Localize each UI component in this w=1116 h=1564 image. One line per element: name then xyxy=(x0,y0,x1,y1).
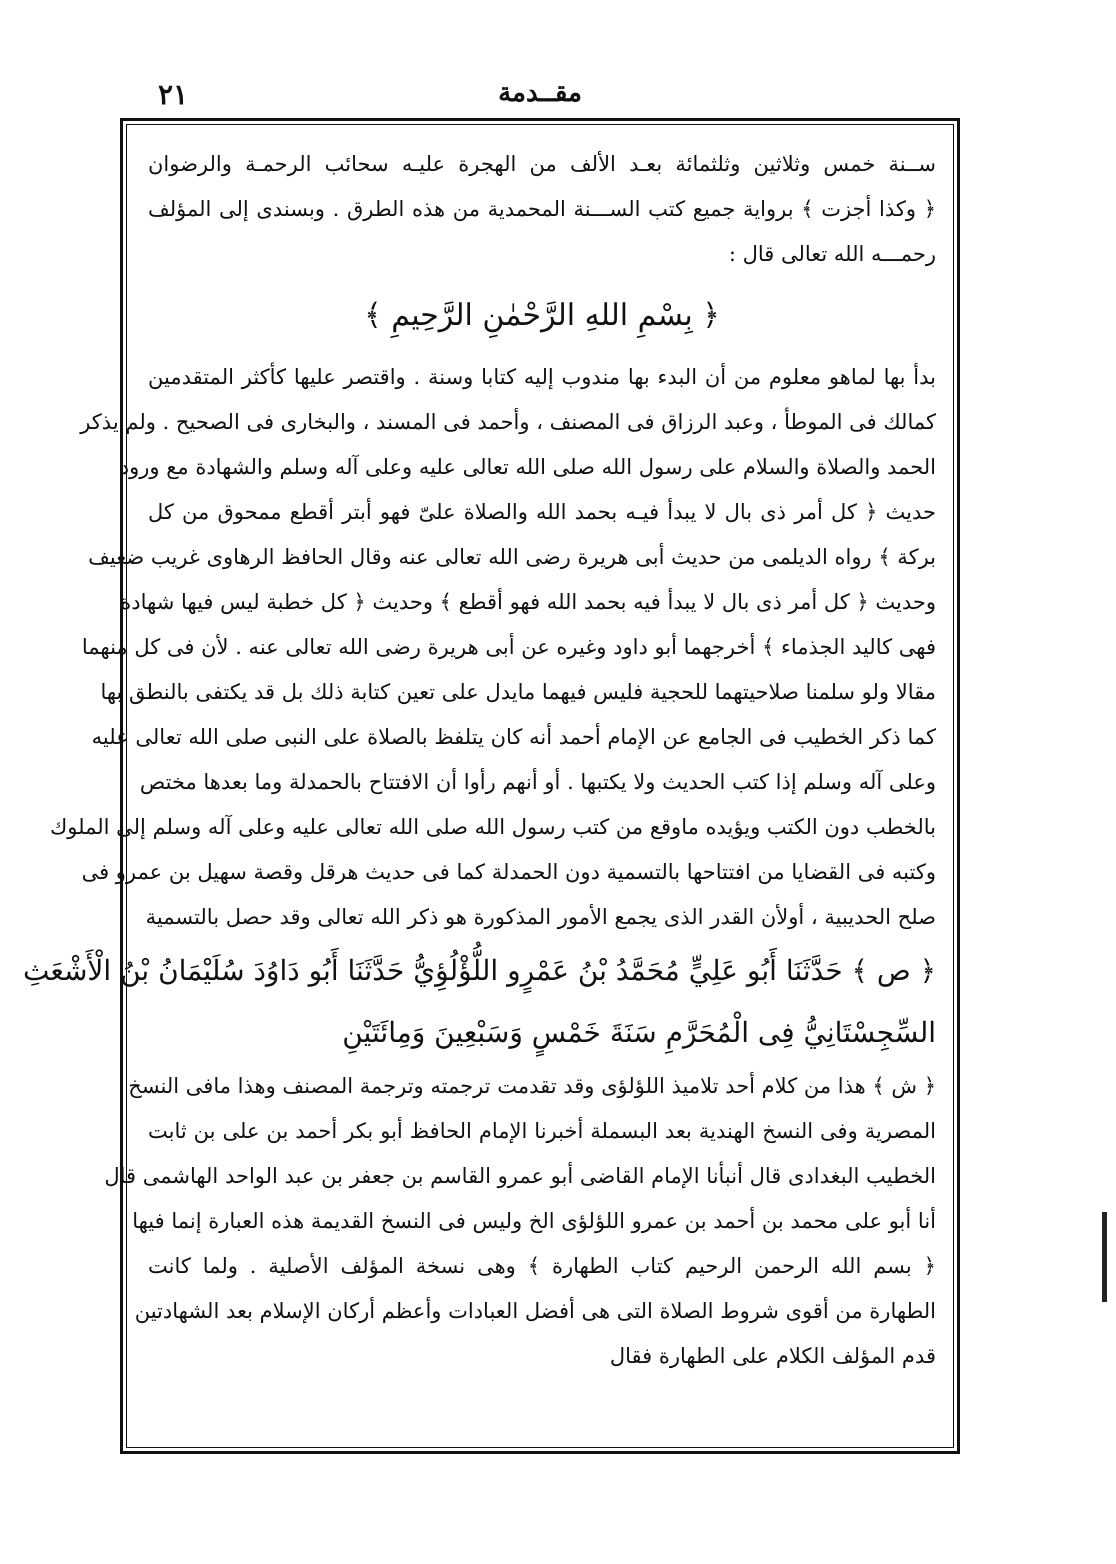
text-line: وحديث ﴿ كل أمر ذى بال لا يبدأ فيه بحمد الله فهو أقطع ﴾ وحديث ﴿ كل خطبة ليس فيها شهادة xyxy=(120,590,936,614)
text-line: بدأ بها لماهو معلوم من أن البدء بها مندوب إليه كتابا وسنة . واقتصر عليها كأكثر المتقدمين xyxy=(148,365,936,389)
running-title: مقــدمة xyxy=(498,78,582,108)
text-line: ﴿ ش ﴾ هذا من كلام أحد تلاميذ اللؤلؤى وقد تقدمت ترجمته وترجمة المصنف وهذا مافى النسخ xyxy=(128,1074,936,1098)
text-line: الخطيب البغدادى قال أنبأنا الإمام القاضى أبو عمرو القاسم بن جعفر بن عبد الواحد الهاشمى قال xyxy=(104,1164,936,1188)
page-header xyxy=(120,78,960,118)
text-line: كمالك فى الموطأ ، وعبد الرزاق فى المصنف ، وأحمد فى المسند ، والبخارى فى الصحيح . ولم يذكر xyxy=(80,410,936,434)
text-line: وكتبه فى القضايا من افتتاحها بالتسمية دون الحمدلة كما فى حديث هرقل وقصة سهيل بن عمرو فى xyxy=(81,860,936,884)
text-body xyxy=(22,142,936,1379)
text-line: حديث ﴿ كل أمر ذى بال لا يبدأ فيـه بحمد الله والصلاة علىّ فهو أبتر أقطع ممحوق من كل xyxy=(148,500,936,524)
text-line: مقالا ولو سلمنا صلاحيتهما للحجية فليس فيهما مايدل على تعين كتابة ذلك بل قد يكتفى بالنطق بها xyxy=(100,680,936,704)
text-line: بالخطب دون الكتب ويؤيده ماوقع من كتب رسول الله صلى الله تعالى عليه وعلى آله وسلم إلى الملوك xyxy=(50,815,936,839)
text-line: الحمد والصلاة والسلام على رسول الله صلى الله تعالى عليه وعلى آله وسلم والشهادة مع ورود xyxy=(119,455,936,479)
text-line: الطهارة من أقوى شروط الصلاة التى هى أفضل العبادات وأعظم أركان الإسلام بعد الشهادتين xyxy=(134,1299,936,1323)
text-line: صلح الحديبية ، أولأن القدر الذى يجمع الأمور المذكورة هو ذكر الله تعالى وقد حصل بالتسمية xyxy=(145,905,936,929)
text-line: فهى كاليد الجذماء ﴾ أخرجهما أبو داود وغيره عن أبى هريرة رضى الله تعالى عنه . لأن فى كل منهما xyxy=(81,635,936,659)
text-line: ســنة خمس وثلاثين وثلثمائة بعـد الألف من الهجرة عليـه سحائب الرحمـة والرضوان xyxy=(148,152,936,176)
text-line: بركة ﴾ رواه الديلمى من حديث أبى هريرة رضى الله تعالى عنه وقال الحافظ الرهاوى غريب ضعيف xyxy=(88,545,936,569)
text-line: أنا أبو على محمد بن أحمد بن عمرو اللؤلؤى الخ وليس فى النسخ القديمة هذه العبارة إنما فيها xyxy=(132,1209,936,1233)
text-line: المصرية وفى النسخ الهندية بعد البسملة أخبرنا الإمام الحافظ أبو بكر أحمد بن على بن ثابت xyxy=(148,1119,936,1143)
text-line: ﴿ بسم الله الرحمن الرحيم كتاب الطهارة ﴾ وهى نسخة المؤلف الأصلية . ولما كانت xyxy=(148,1254,936,1278)
text-line: وعلى آله وسلم إذا كتب الحديث ولا يكتبها . أو أنهم رأوا أن الافتتاح بالحمدلة وما بعدها مختص xyxy=(139,770,936,794)
hadith-chain-line: السِّجِسْتَانِيُّ فِى الْمُحَرَّمِ سَنَةَ خَمْسٍ وَسَبْعِينَ وَمِائَتَيْنِ xyxy=(342,1016,936,1049)
hadith-chain-line: ﴿ ص ﴾ حَدَّثَنَا أَبُو عَلِيٍّ مُحَمَّدُ بْنُ عَمْرٍو اللُّؤْلُؤِيُّ حَدَّثَنَا أَبُو دَاوُدَ سُلَيْمَانُ بْنُ الْأَشْعَثِ xyxy=(22,954,936,987)
text-line: رحمـــه الله تعالى قال : xyxy=(728,242,936,266)
scan-edge-mark xyxy=(1102,1212,1107,1302)
text-line: قدم المؤلف الكلام على الطهارة فقال xyxy=(609,1344,936,1368)
text-line: كما ذكر الخطيب فى الجامع عن الإمام أحمد أنه كان يتلفظ بالصلاة على النبى صلى الله تعالى عليه xyxy=(91,725,936,749)
page-number: ٢١ xyxy=(158,78,189,111)
basmala-heading: ﴿ بِسْمِ اللهِ الرَّحْمٰنِ الرَّحِيمِ ﴾ xyxy=(364,298,720,333)
text-line: ﴿ وكذا أجزت ﴾ برواية جميع كتب الســـنة المحمدية من هذه الطرق . وبسندى إلى المؤلف xyxy=(148,197,936,221)
